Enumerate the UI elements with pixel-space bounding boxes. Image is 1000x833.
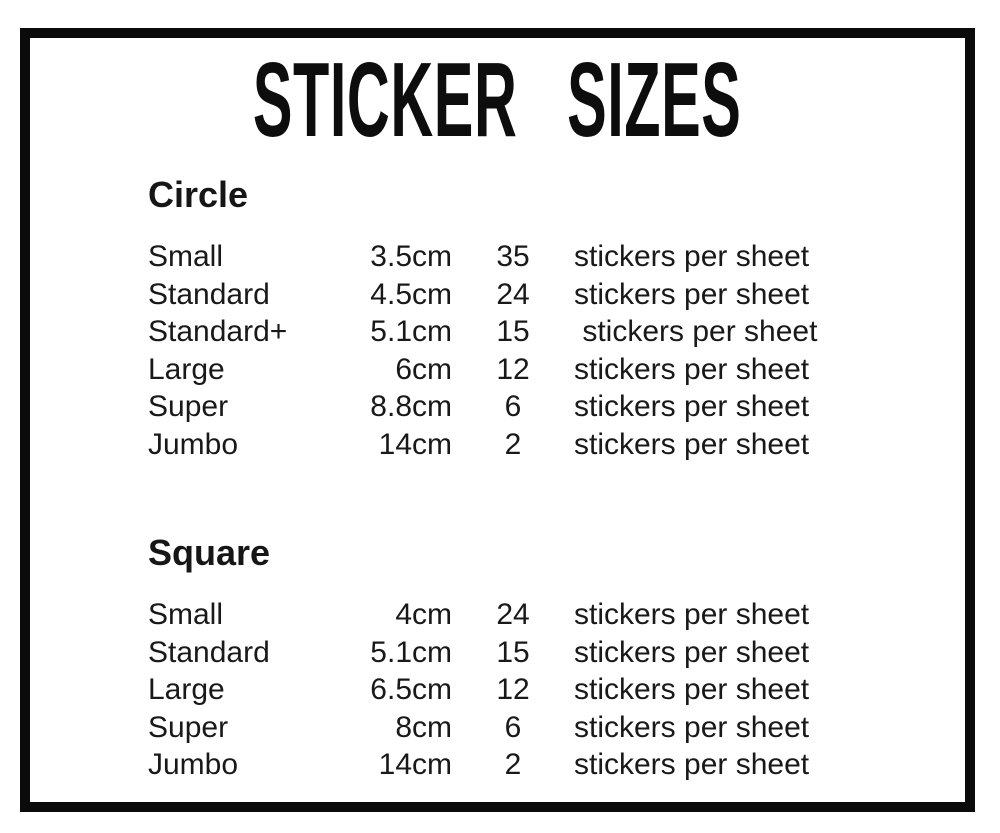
unit-label: stickers per sheet [574,240,810,273]
size-name: Standard [148,635,270,669]
size-row [148,276,941,314]
size-name: Large [148,673,225,706]
size-row [148,634,941,672]
size-row [148,746,941,784]
size-name: Super [148,390,229,423]
unit-label: stickers per sheet [574,277,810,311]
size-value: 8cm [395,710,452,744]
unit-label: stickers per sheet [574,315,818,348]
size-row [148,388,941,426]
size-value: 4.5cm [370,277,452,311]
count-value: 35 [496,240,530,273]
size-row [148,351,941,389]
size-value: 14cm [378,427,452,461]
unit-label: stickers per sheet [574,635,810,669]
size-row [148,596,941,634]
size-value: 6cm [395,352,452,386]
size-row [148,709,941,747]
page-title [30,41,965,159]
count-value: 24 [496,598,530,631]
section-heading: Square [148,532,271,573]
size-section-circle [148,174,941,463]
count-value: 15 [496,635,530,669]
count-value: 6 [504,710,522,744]
size-name: Jumbo [148,748,239,781]
size-name: Small [148,598,224,631]
unit-label: stickers per sheet [574,598,810,631]
size-row [148,671,941,709]
size-sections [148,174,941,784]
size-row [148,238,941,276]
unit-label: stickers per sheet [574,427,810,461]
unit-label: stickers per sheet [574,673,810,706]
count-value: 2 [504,427,522,461]
size-name: Standard [148,277,270,311]
size-name: Standard+ [148,315,288,348]
page-title-text: STICKER SIZES [253,41,742,159]
unit-label: stickers per sheet [574,352,810,386]
section-rows [148,238,941,463]
size-value: 8.8cm [370,390,452,423]
size-section-square [148,532,941,784]
size-name: Large [148,352,225,386]
size-value: 14cm [378,748,452,781]
size-value: 3.5cm [370,240,452,273]
count-value: 15 [496,315,530,348]
unit-label: stickers per sheet [574,710,810,744]
size-name: Super [148,710,229,744]
count-value: 2 [504,748,522,781]
size-name: Small [148,240,224,273]
section-rows [148,596,941,784]
size-value: 5.1cm [370,635,452,669]
count-value: 12 [496,673,530,706]
poster-frame [20,28,975,812]
count-value: 6 [504,390,522,423]
size-value: 4cm [395,598,452,631]
count-value: 12 [496,352,530,386]
size-value: 6.5cm [370,673,452,706]
size-row [148,426,941,464]
section-heading: Circle [148,174,249,215]
unit-label: stickers per sheet [574,390,810,423]
unit-label: stickers per sheet [574,748,810,781]
count-value: 24 [496,277,530,311]
size-name: Jumbo [148,427,239,461]
size-row [148,313,941,351]
size-value: 5.1cm [370,315,452,348]
